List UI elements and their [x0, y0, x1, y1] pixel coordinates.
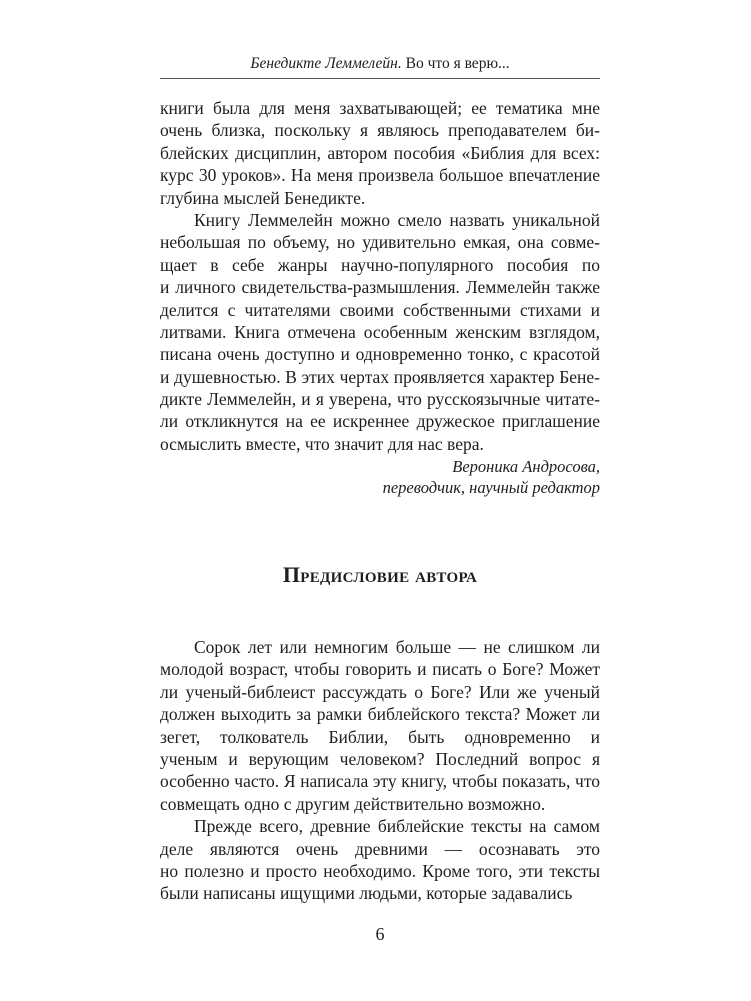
signature	[160, 456, 600, 498]
text-line: особенно часто. Я написала эту книгу, чтобы показать, что	[160, 771, 600, 792]
text-line: должен выходить за рамки библейского текста? Может ли	[160, 704, 600, 725]
text-line: Прежде всего, древние библейские тексты на самом	[194, 816, 600, 837]
text-line: и душевностью. В этих чертах проявляется характер Бене-	[160, 366, 600, 387]
header-title: Во что я верю...	[405, 55, 510, 72]
section-heading: Предисловие автора	[282, 562, 478, 587]
text-line: писана очень доступно и одновременно тонко, с красотой	[160, 344, 600, 365]
text-line: деле являются очень древними — осознавать это	[160, 838, 600, 859]
section-text	[160, 636, 600, 905]
paragraph	[160, 209, 600, 455]
text-line: зегет, толкователь Библии, быть одновременно и	[160, 726, 600, 747]
text-line: ли ученый-библеист рассуждать о Боге? Или же ученый	[160, 681, 600, 702]
intro-text	[160, 97, 600, 455]
text-line: курс 30 уроков». На меня произвела большое впечатление	[160, 165, 600, 186]
signature-role: переводчик, научный редактор	[382, 478, 600, 497]
paragraph	[160, 636, 600, 815]
text-line: и личного свидетельства-размышления. Леммелейн также	[160, 277, 600, 298]
text-line: осмыслить вместе, что значит для нас вера.	[160, 433, 484, 454]
text-line: дикте Леммелейн, и я уверена, что русскоязычные читате-	[160, 389, 600, 410]
paragraph	[160, 97, 600, 209]
page-number: 6	[375, 924, 385, 944]
text-line: ученым и верующим человеком? Последний вопрос я	[160, 748, 600, 769]
running-header	[160, 55, 600, 73]
text-line: блейских дисциплин, автором пособия «Библия для всех:	[160, 142, 600, 163]
text-line: но полезно и просто необходимо. Кроме того, эти тексты	[160, 860, 600, 881]
text-line: очень близка, поскольку я являюсь преподавателем би-	[160, 120, 600, 141]
text-line: ли откликнутся на ее искреннее дружеское приглашение	[160, 411, 600, 432]
signature-name: Вероника Андросова,	[452, 457, 600, 476]
text-line: глубина мыслей Бенедикте.	[160, 187, 366, 208]
text-line: Книгу Леммелейн можно смело назвать уникальной	[194, 209, 600, 230]
paragraph	[160, 815, 600, 905]
text-line: литвами. Книга отмечена особенным женским взглядом,	[160, 321, 600, 342]
text-line: щает в себе жанры научно-популярного пособия по	[160, 254, 600, 275]
text-line: Сорок лет или немногим больше — не слишком ли	[194, 637, 600, 657]
text-line: книги была для меня захватывающей; ее тематика мне	[160, 98, 600, 118]
text-line: совмещать одно с другим действительно возможно.	[160, 793, 546, 814]
text-line: делится с читателями своими собственными стихами и	[160, 299, 600, 320]
text-line: небольшая по объему, но удивительно емкая, она совме-	[160, 232, 600, 253]
header-author: Бенедикте Леммелейн.	[250, 55, 402, 72]
text-line: были написаны ищущими людьми, которые задавались	[160, 883, 573, 904]
header-rule	[160, 78, 600, 79]
text-line: молодой возраст, чтобы говорить и писать о Боге? Может	[160, 659, 600, 680]
